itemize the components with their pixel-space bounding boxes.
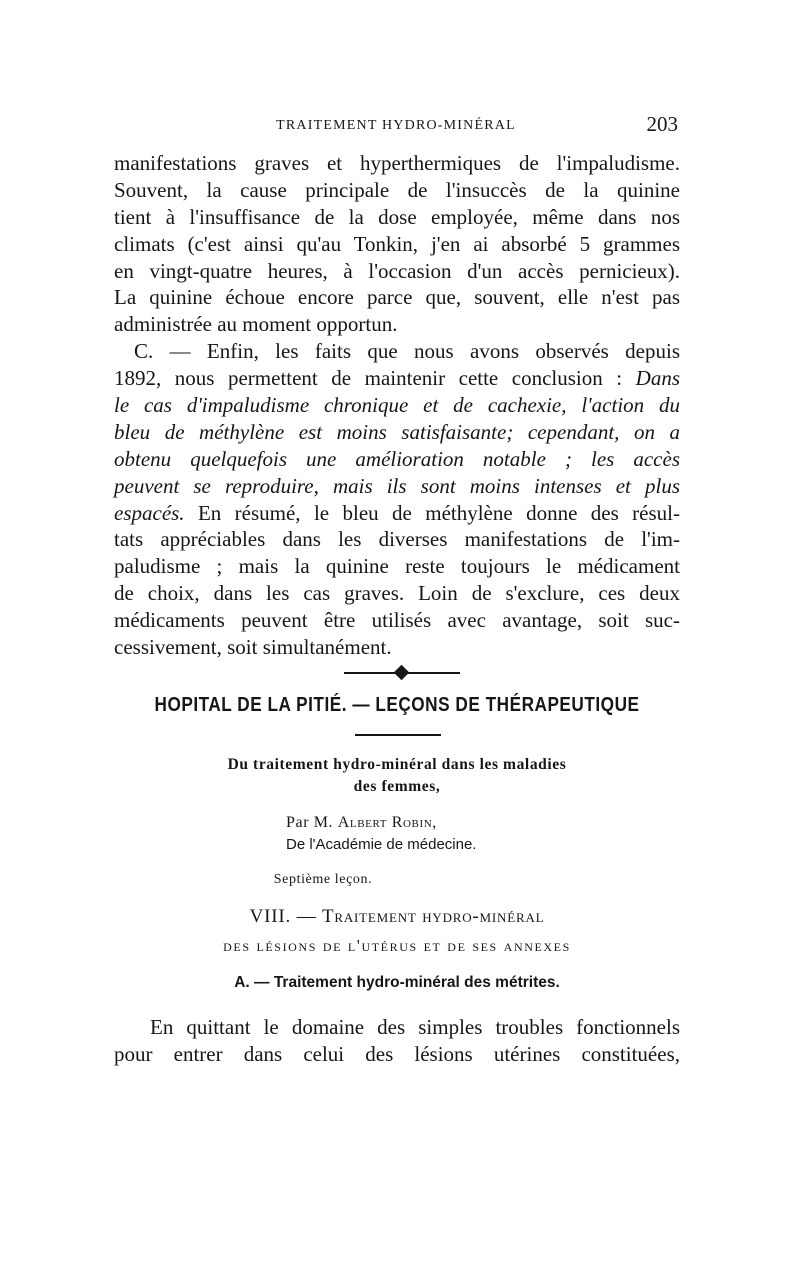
text-line: manifestations graves et hyperthermiques de l'impaludisme.: [114, 151, 680, 175]
text-line: C. — Enfin, les faits que nous avons observés depuis: [134, 339, 680, 364]
article-title-line-2: des femmes,: [353, 778, 441, 795]
author-line: [286, 814, 526, 832]
article-title-line-1: Du traitement hydro-minéral dans les maladies: [227, 756, 567, 773]
italic-line: bleu de méthylène est moins satisfaisante; cependant, on a: [114, 419, 680, 444]
chapter-title-line-2: des lésions de l'utérus et de ses annexes: [223, 936, 571, 955]
section-heading: HOPITAL DE LA PITIÉ. — LEÇONS DE THÉRAPEUTIQUE: [154, 694, 640, 716]
chapter-title-line-1: [114, 906, 680, 928]
author-name: Albert Robin,: [337, 814, 437, 831]
text-line: [114, 365, 680, 392]
subsection-heading: A. — Traitement hydro-minéral des métrites.: [234, 974, 560, 991]
text-line: climats (c'est ainsi qu'au Tonkin, j'en ai absorbé 5 grammes: [114, 231, 680, 256]
text-line: médicaments peuvent être utilisés avec avantage, soit suc-: [114, 608, 680, 633]
text-line: [114, 500, 680, 527]
text-line: cessivement, soit simultanément.: [114, 635, 392, 660]
italic-segment: espacés.: [114, 500, 185, 525]
chapter-number: VIII. —: [249, 906, 322, 927]
text-line: paludisme ; mais la quinine reste toujours le médicament: [114, 554, 680, 579]
author-affiliation: De l'Académie de médecine.: [286, 836, 477, 853]
running-header: [112, 112, 680, 136]
text-segment: En résumé, le bleu de méthylène donne des résul-: [184, 500, 680, 525]
body-paragraphs: [114, 150, 680, 661]
text-line: tats appréciables dans les diverses manifestations de l'im-: [114, 527, 680, 552]
short-rule: [355, 734, 441, 736]
text-line: En quittant le domaine des simples troubles fonctionnels: [150, 1015, 680, 1039]
text-segment: 1892, nous permettent de maintenir cette conclusion :: [114, 366, 636, 391]
closing-paragraph: [114, 1014, 680, 1068]
text-line: tient à l'insuffisance de la dose employée, même dans nos: [114, 204, 680, 229]
text-line: Souvent, la cause principale de l'insuccès de la quinine: [114, 177, 680, 202]
diamond-ornament-icon: [394, 665, 410, 681]
italic-segment: Dans: [635, 366, 680, 391]
text-line: administrée au moment opportun.: [114, 312, 398, 337]
running-title: TRAITEMENT HYDRO-MINÉRAL: [276, 118, 516, 133]
text-line: La quinine échoue encore parce que, souvent, elle n'est pas: [114, 285, 680, 310]
text-line: en vingt-quatre heures, à l'occasion d'un accès pernicieux).: [114, 258, 680, 283]
text-line: de choix, dans les cas graves. Loin de s'exclure, ces deux: [114, 581, 680, 606]
fleuron-divider: [344, 666, 460, 680]
italic-line: peuvent se reproduire, mais ils sont moins intenses et plus: [114, 473, 680, 498]
chapter-title: Traitement hydro-minéral: [321, 906, 545, 927]
text-line: pour entrer dans celui des lésions utérines constituées,: [114, 1042, 680, 1066]
page-number: 203: [646, 112, 678, 136]
italic-line: le cas d'impaludisme chronique et de cachexie, l'action du: [114, 393, 680, 418]
italic-line: obtenu quelquefois une amélioration notable ; les accès: [114, 446, 680, 471]
author-prefix: Par M.: [286, 814, 338, 831]
lecture-number: Septième leçon.: [273, 872, 373, 887]
